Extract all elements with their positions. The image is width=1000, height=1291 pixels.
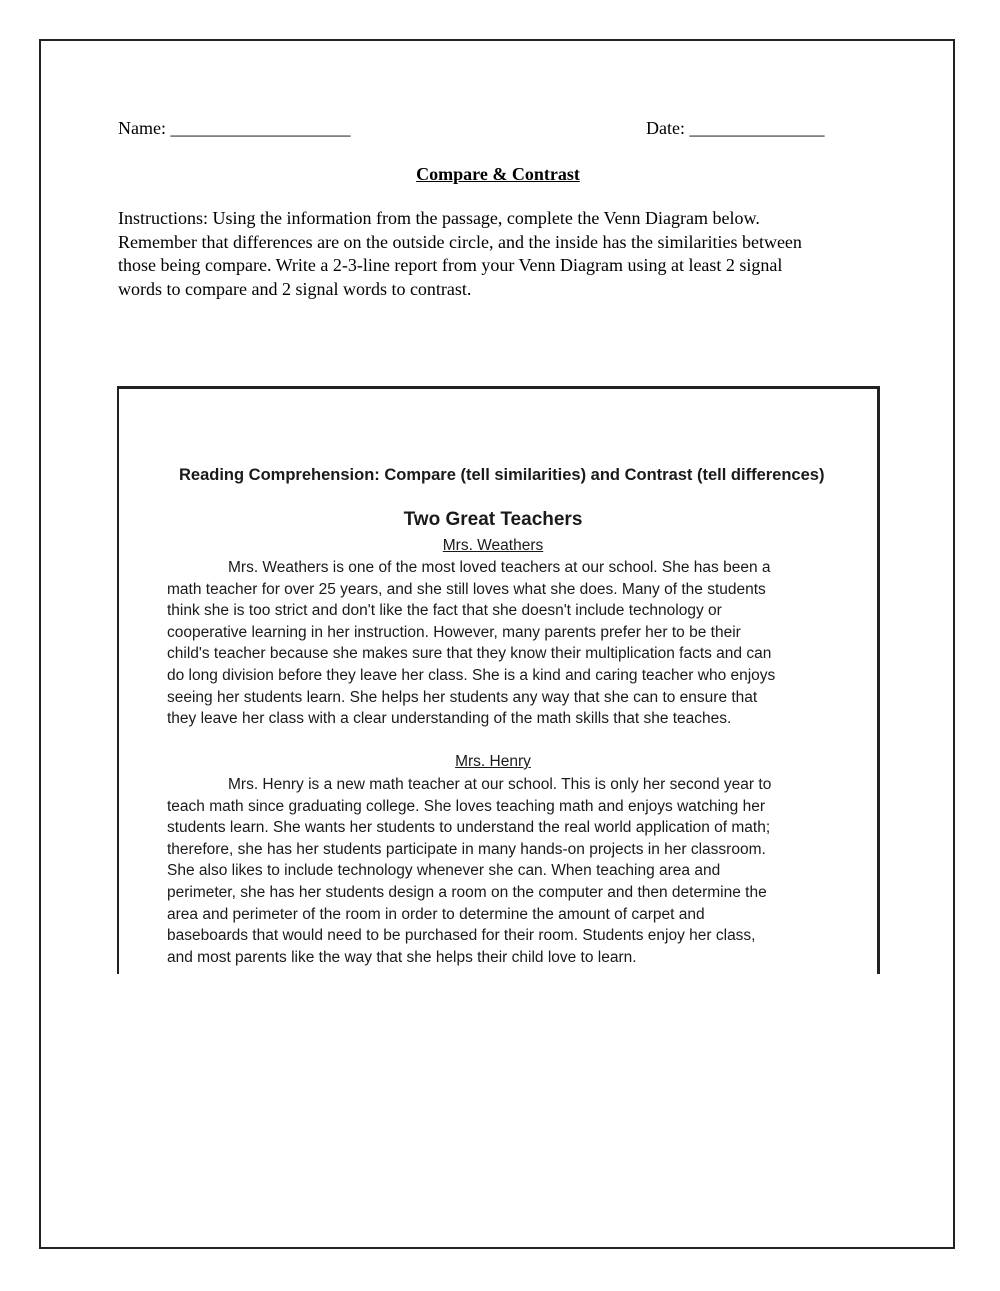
passage-title: Two Great Teachers [403,509,583,530]
paragraph-line: child's teacher because she makes sure that they know their multiplication facts and can [167,645,772,663]
henry-heading: Mrs. Henry [455,753,531,770]
instructions-line: words to compare and 2 signal words to contrast. [118,278,472,299]
paragraph-line: they leave her class with a clear understanding of the math skills that she teaches. [167,710,732,728]
paragraph-line: think she is too strict and don't like the fact that she doesn't include technology or [167,602,722,620]
passage-heading: Reading Comprehension: Compare (tell similarities) and Contrast (tell differences) [179,466,825,484]
instructions-line: those being compare. Write a 2-3-line report from your Venn Diagram using at least 2 signal [118,255,783,275]
passage-image [117,386,880,974]
paragraph-line: Mrs. Weathers is one of the most loved teachers at our school. She has been a [228,559,771,576]
instructions-line: Remember that differences are on the outside circle, and the inside has the similarities between [118,231,802,252]
paragraph-line: therefore, she has her students participate in many hands-on projects in her classroom. [167,840,766,858]
instructions-line: Instructions: Using the information from the passage, complete the Venn Diagram below. [118,208,760,228]
paragraph-line: seeing her students learn. She helps her students any way that she can to ensure that [167,688,758,706]
date-field[interactable]: Date: _______________ [646,118,825,138]
name-field[interactable]: Name: ____________________ [118,118,351,138]
paragraph-line: teach math since graduating college. She loves teaching math and enjoys watching her [167,797,765,815]
weathers-heading: Mrs. Weathers [442,537,544,554]
instructions [118,207,878,301]
paragraph-line: students learn. She wants her students to understand the real world application of math; [167,819,771,837]
paragraph-line: and most parents like the way that she helps their child love to learn. [167,948,637,966]
paragraph-line: perimeter, she has her students design a room on the computer and then determine the [167,883,767,901]
paragraph-line: area and perimeter of the room in order to determine the amount of carpet and [167,905,705,923]
paragraph-line: She also likes to include technology whenever she can. When teaching area and [167,862,721,880]
paragraph-line: cooperative learning in her instruction. However, many parents prefer her to be their [167,623,741,641]
page-title: Compare & Contrast [416,164,580,184]
weathers-paragraph [167,557,775,730]
paragraph-line: math teacher for over 25 years, and she still loves what she does. Many of the students [167,580,766,598]
paragraph-line: do long division before they leave her class. She is a kind and caring teacher who enjoys [167,666,776,684]
paragraph-line: Mrs. Henry is a new math teacher at our school. This is only her second year to [228,776,772,793]
paragraph-line: baseboards that would need to be purchased for their room. Students enjoy her class, [167,927,756,945]
henry-paragraph [167,774,771,968]
